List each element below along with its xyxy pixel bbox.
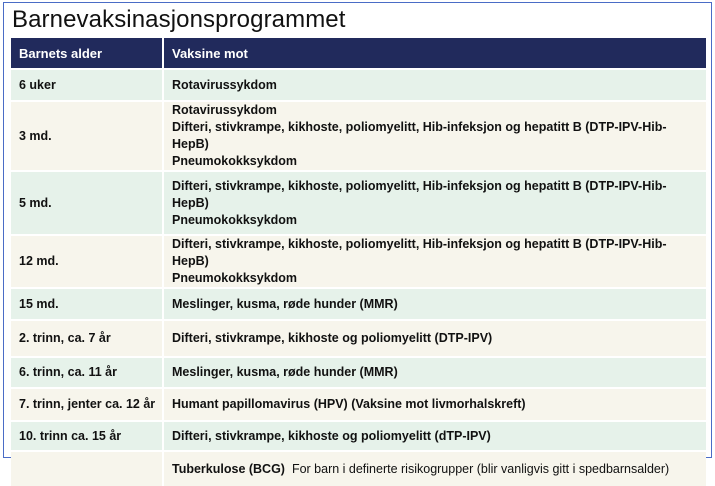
vaccine-cell bbox=[163, 101, 706, 171]
vaccine-line: Difteri, stivkrampe, kikhoste og poliomyelitt (DTP-IPV) bbox=[172, 331, 493, 345]
header-vaccine: Vaksine mot bbox=[163, 38, 706, 69]
age-cell: 3 md. bbox=[11, 101, 163, 171]
table-header-row bbox=[11, 38, 706, 69]
age-cell: 2. trinn, ca. 7 år bbox=[11, 320, 163, 357]
vaccine-line: Rotavirussykdom bbox=[172, 103, 277, 117]
vaccine-line: Humant papillomavirus (HPV) (Vaksine mot livmorhalskreft) bbox=[172, 397, 526, 411]
table-row bbox=[11, 171, 706, 235]
table-row bbox=[11, 451, 706, 486]
vaccine-cell bbox=[163, 388, 706, 421]
vaccination-schedule-table bbox=[11, 38, 706, 486]
header-age: Barnets alder bbox=[11, 38, 163, 69]
age-cell: 15 md. bbox=[11, 288, 163, 320]
vaccine-line: Meslinger, kusma, røde hunder (MMR) bbox=[172, 296, 398, 311]
vaccine-line: Meslinger, kusma, røde hunder (MMR) bbox=[172, 365, 398, 379]
table-row bbox=[11, 388, 706, 421]
vaccine-cell bbox=[163, 421, 706, 451]
vaccine-line: Difteri, stivkrampe, kikhoste, poliomyelitt, Hib-infeksjon og hepatitt B (DTP-IPV-Hib-HepB) bbox=[172, 120, 667, 151]
table-row bbox=[11, 101, 706, 171]
vaccine-line: Pneumokokksykdom bbox=[172, 212, 298, 227]
vaccine-cell bbox=[163, 320, 706, 357]
table-row bbox=[11, 421, 706, 451]
vaccine-line: Pneumokokksykdom bbox=[172, 154, 298, 168]
vaccine-line: Difteri, stivkrampe, kikhoste, poliomyelitt, Hib-infeksjon og hepatitt B (DTP-IPV-Hib-HepB) bbox=[172, 237, 667, 268]
table-row bbox=[11, 288, 706, 320]
table-row bbox=[11, 357, 706, 388]
table-row bbox=[11, 69, 706, 101]
vaccine-line: Rotavirussykdom bbox=[172, 77, 277, 92]
vaccine-line: Difteri, stivkrampe, kikhoste, poliomyelitt, Hib-infeksjon og hepatitt B (DTP-IPV-Hib- bbox=[172, 178, 667, 193]
age-cell: 7. trinn, jenter ca. 12 år bbox=[11, 388, 163, 421]
age-cell: 10. trinn ca. 15 år bbox=[11, 421, 163, 451]
vaccine-cell bbox=[163, 288, 706, 320]
vaccine-cell bbox=[163, 357, 706, 388]
vaccine-note: For barn i definerte risikogrupper (blir vanligvis gitt i spedbarnsalder) bbox=[291, 461, 670, 476]
table-row bbox=[11, 320, 706, 357]
age-cell: 12 md. bbox=[11, 235, 163, 288]
vaccine-line: Difteri, stivkrampe, kikhoste og poliomyelitt (dTP-IPV) bbox=[172, 428, 491, 443]
page-title: Barnevaksinasjonsprogrammet bbox=[12, 6, 346, 33]
vaccine-line: HepB) bbox=[172, 195, 209, 210]
age-cell: 6. trinn, ca. 11 år bbox=[11, 357, 163, 388]
vaccine-bold: Tuberkulose (BCG) bbox=[172, 461, 285, 476]
table-row bbox=[11, 235, 706, 288]
age-cell: 6 uker bbox=[11, 69, 163, 101]
vaccine-cell bbox=[163, 69, 706, 101]
vaccine-cell bbox=[163, 451, 706, 486]
age-cell bbox=[11, 451, 163, 486]
slide bbox=[3, 2, 712, 476]
vaccine-line: Pneumokokksykdom bbox=[172, 271, 298, 285]
vaccine-cell bbox=[163, 171, 706, 235]
age-cell: 5 md. bbox=[11, 171, 163, 235]
vaccine-cell bbox=[163, 235, 706, 288]
